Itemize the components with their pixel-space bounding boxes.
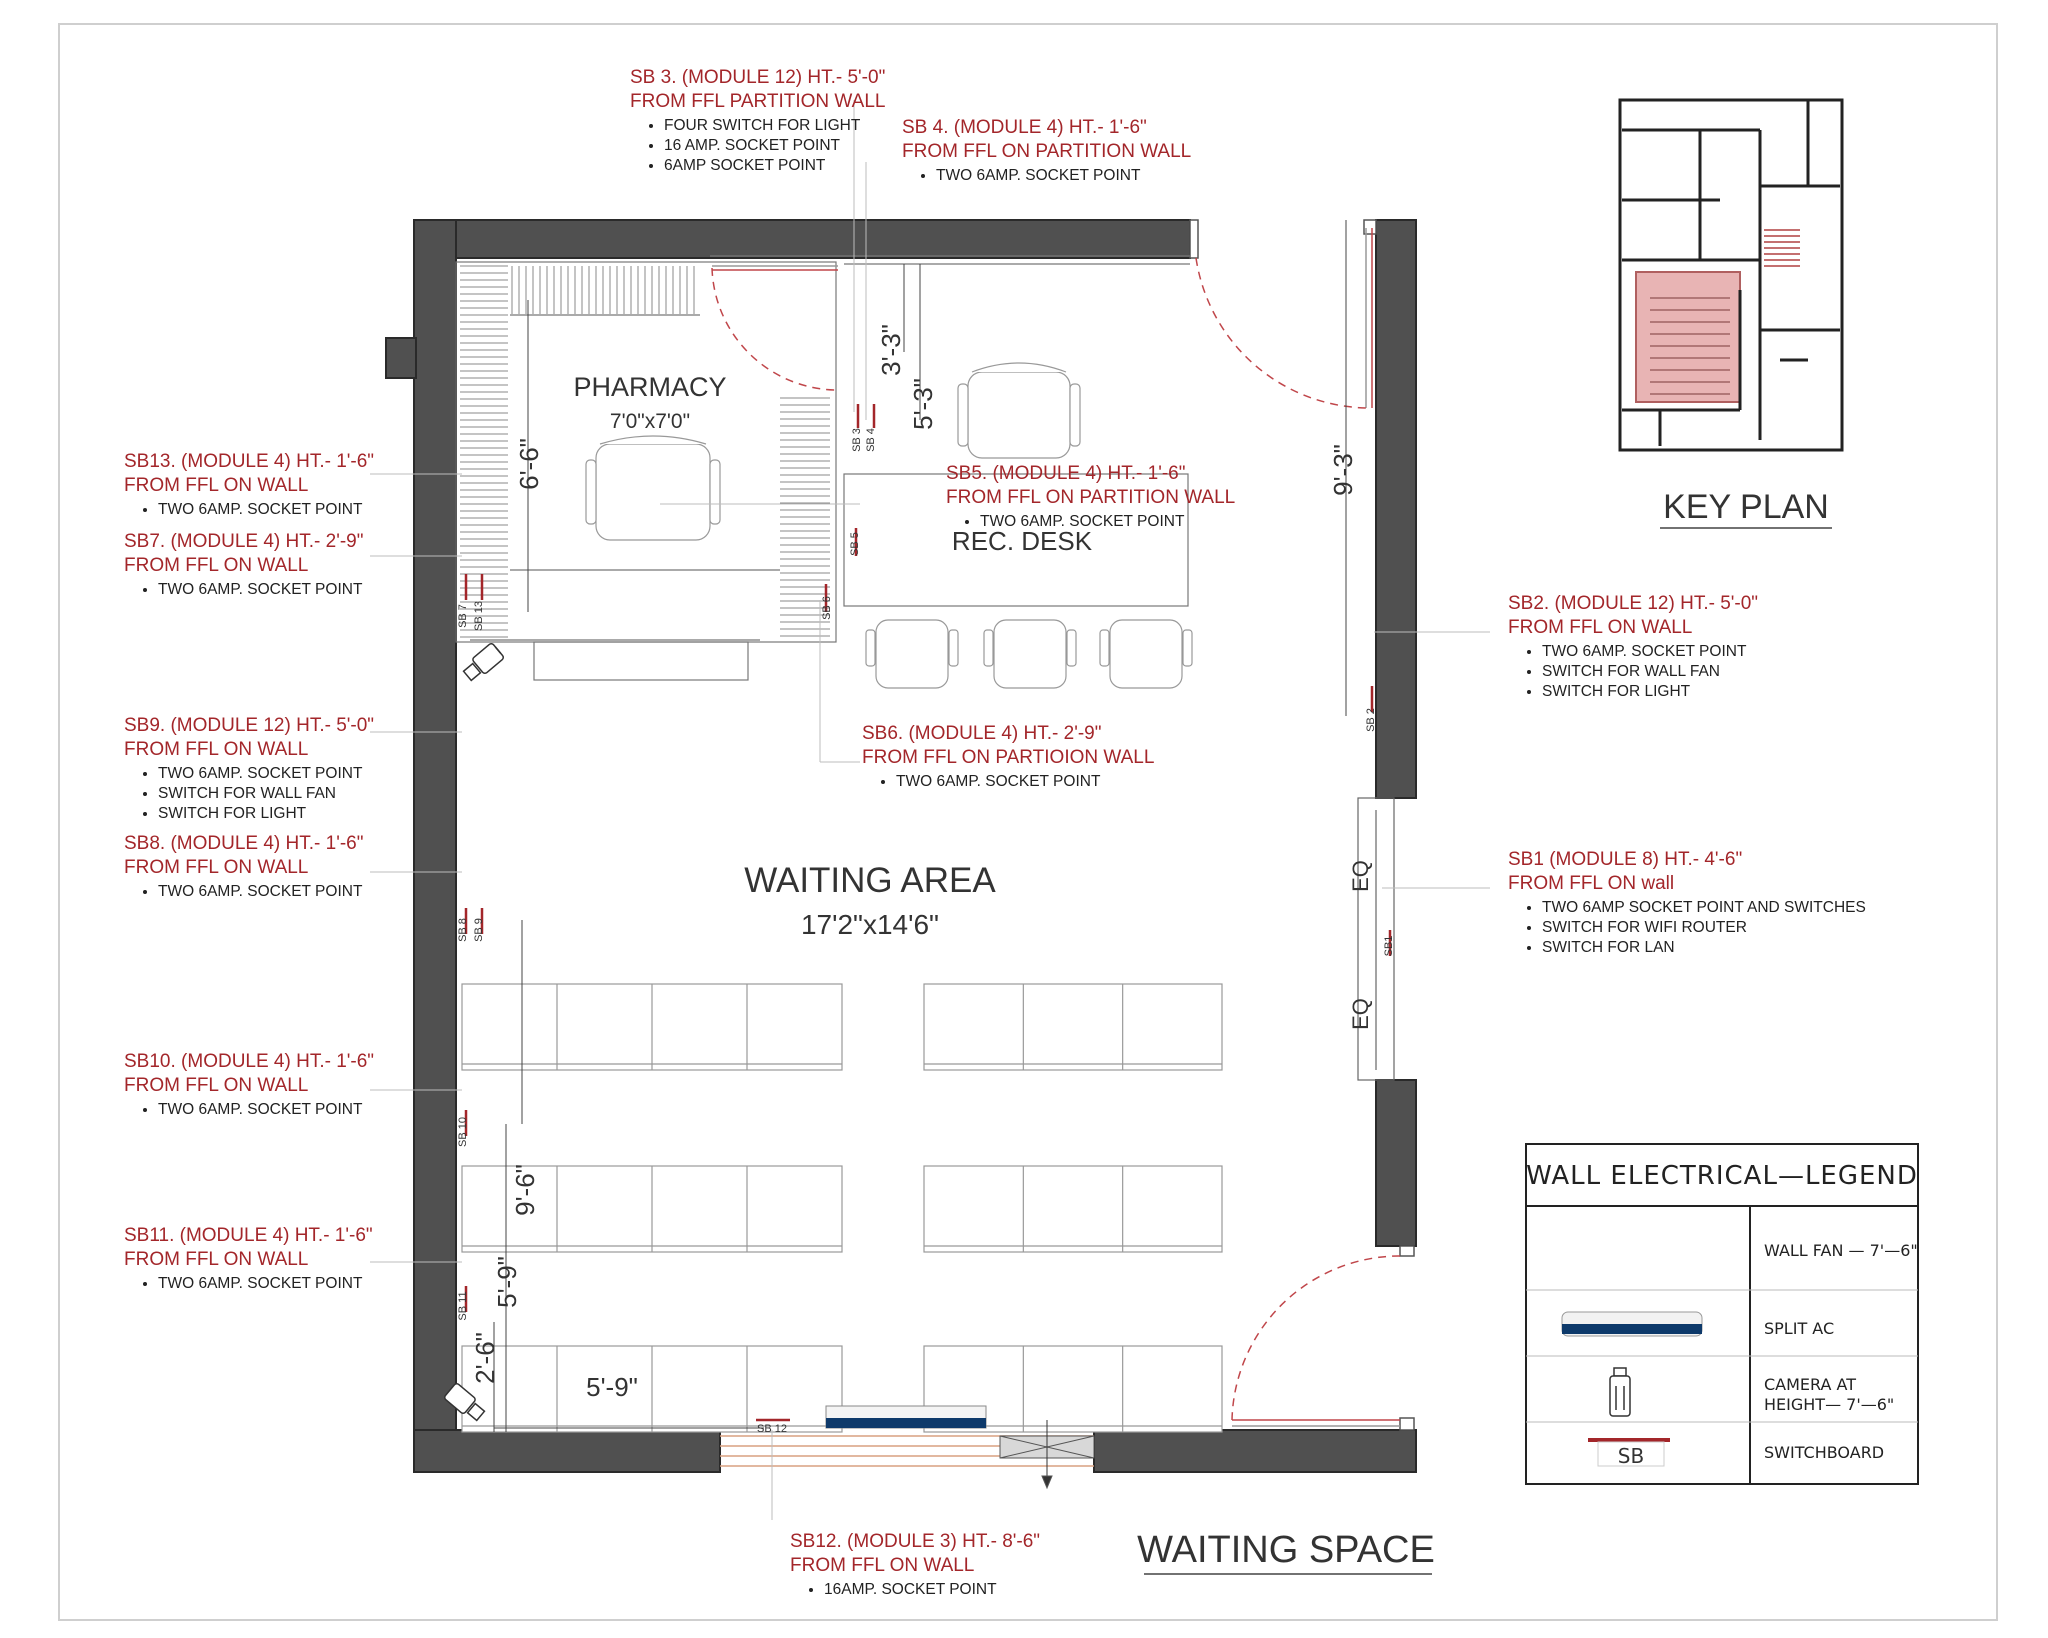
note-item: • TWO 6AMP. SOCKET POINT bbox=[158, 764, 374, 784]
note-item: • TWO 6AMP. SOCKET POINT bbox=[936, 166, 1191, 186]
dim-rec-desk: 5'-3" bbox=[908, 378, 938, 430]
note-heading: FROM FFL ON PARTITION WALL bbox=[946, 486, 1236, 508]
note-item: • 16 AMP. SOCKET POINT bbox=[664, 136, 885, 156]
note-list bbox=[124, 1100, 374, 1120]
note-heading: SB1 (MODULE 8) HT.- 4'-6" bbox=[1508, 849, 1743, 870]
note-heading: SB10. (MODULE 4) HT.- 1'-6" bbox=[124, 1051, 375, 1072]
note-list bbox=[790, 1580, 1040, 1600]
note-heading: FROM FFL ON PARTIOION WALL bbox=[862, 746, 1155, 768]
note-heading: FROM FFL ON WALL bbox=[124, 856, 309, 878]
legend-title: WALL ELECTRICAL—LEGEND bbox=[1526, 1161, 1918, 1191]
note-list bbox=[124, 764, 374, 824]
legend-switchboard: SWITCHBOARD bbox=[1764, 1443, 1885, 1462]
bottom-right-door-swing bbox=[1232, 1256, 1400, 1420]
note-item: • SWITCH FOR WIFI ROUTER bbox=[1542, 918, 1866, 938]
sb10-tag: SB 10 bbox=[457, 1117, 469, 1147]
note-list bbox=[124, 882, 363, 902]
note-list bbox=[902, 166, 1191, 186]
wall-end-right-bottom bbox=[1400, 1246, 1414, 1256]
note-item: • SWITCH FOR LIGHT bbox=[158, 804, 374, 824]
note-sb12 bbox=[790, 1530, 1040, 1600]
visitor-chair-arm bbox=[1183, 630, 1192, 666]
visitor-chair-arm bbox=[949, 630, 958, 666]
pharmacy-chair bbox=[586, 436, 720, 540]
note-item: • SWITCH FOR LAN bbox=[1542, 938, 1866, 958]
key-plan-title: KEY PLAN bbox=[1663, 488, 1829, 526]
note-sb13 bbox=[124, 450, 374, 520]
note-sb4 bbox=[902, 116, 1191, 186]
note-item: • SWITCH FOR WALL FAN bbox=[1542, 662, 1758, 682]
note-heading: SB2. (MODULE 12) HT.- 5'-0" bbox=[1508, 593, 1759, 614]
note-sb3 bbox=[630, 66, 885, 176]
note-list bbox=[124, 580, 363, 600]
note-heading: SB13. (MODULE 4) HT.- 1'-6" bbox=[124, 451, 375, 472]
note-heading: FROM FFL ON WALL bbox=[124, 474, 309, 496]
note-item: • 16AMP. SOCKET POINT bbox=[824, 1580, 1040, 1600]
sb2-tag: SB 2 bbox=[1365, 708, 1377, 732]
note-heading: SB6. (MODULE 4) HT.- 2'-9" bbox=[862, 723, 1102, 744]
sb11-tag: SB 11 bbox=[457, 1291, 469, 1321]
leader-lines bbox=[370, 100, 1490, 1520]
dim-rec-top: 3'-3" bbox=[876, 324, 906, 376]
note-heading: FROM FFL ON WALL bbox=[124, 1248, 309, 1270]
note-item: • SWITCH FOR LIGHT bbox=[1542, 682, 1758, 702]
note-list bbox=[630, 116, 885, 176]
dim-bottom-horizontal: 5'-9" bbox=[586, 1372, 638, 1402]
waiting-area-label: WAITING AREA bbox=[744, 861, 996, 900]
visitor-chair-arm bbox=[1067, 630, 1076, 666]
bench bbox=[924, 1166, 1222, 1252]
dim-left-bottom: 2'-6" bbox=[470, 1332, 500, 1384]
wall-left-stub bbox=[386, 338, 416, 378]
sb5-tag: SB 5 bbox=[849, 532, 861, 556]
note-item: • TWO 6AMP. SOCKET POINT bbox=[980, 512, 1235, 532]
pharmacy-label: PHARMACY bbox=[573, 372, 727, 402]
note-item: • SWITCH FOR WALL FAN bbox=[158, 784, 374, 804]
legend-split-ac-symbol bbox=[1562, 1312, 1702, 1336]
wall-right-lower bbox=[1376, 1080, 1416, 1246]
note-heading: FROM FFL ON PARTITION WALL bbox=[902, 140, 1192, 162]
note-heading: FROM FFL ON WALL bbox=[790, 1554, 975, 1576]
legend-split-ac: SPLIT AC bbox=[1764, 1319, 1835, 1338]
note-sb7 bbox=[124, 530, 363, 600]
note-item: • FOUR SWITCH FOR LIGHT bbox=[664, 116, 885, 136]
wall-left bbox=[414, 220, 456, 1472]
wall-bottom-right bbox=[1094, 1430, 1416, 1472]
note-list bbox=[1508, 898, 1866, 958]
note-sb6 bbox=[862, 722, 1154, 792]
dim-left-middle: 9'-6" bbox=[510, 1164, 540, 1216]
sb9-tag: SB 9 bbox=[473, 918, 485, 942]
sb7-tag: SB 7 bbox=[457, 604, 469, 628]
note-heading: SB7. (MODULE 4) HT.- 2'-9" bbox=[124, 531, 364, 552]
note-heading: SB 3. (MODULE 12) HT.- 5'-0" bbox=[630, 67, 886, 88]
note-heading: SB11. (MODULE 4) HT.- 1'-6" bbox=[124, 1225, 373, 1246]
note-heading: FROM FFL ON WALL bbox=[124, 738, 309, 760]
sb12-tag: SB 12 bbox=[757, 1423, 787, 1435]
note-sb5 bbox=[946, 462, 1235, 532]
note-heading: FROM FFL ON wall bbox=[1508, 872, 1675, 894]
pharmacy-size: 7'0"x7'0" bbox=[609, 410, 691, 433]
dim-right-wall: 9'-3" bbox=[1328, 444, 1358, 496]
visitor-chair-arm bbox=[984, 630, 993, 666]
note-list bbox=[124, 1274, 373, 1294]
visitor-chairs bbox=[866, 620, 1192, 688]
bench bbox=[924, 984, 1222, 1070]
note-item: • TWO 6AMP. SOCKET POINT bbox=[896, 772, 1154, 792]
note-heading: FROM FFL ON WALL bbox=[124, 554, 309, 576]
note-heading: FROM FFL ON WALL bbox=[124, 1074, 309, 1096]
visitor-chair-arm bbox=[866, 630, 875, 666]
visitor-chair bbox=[876, 620, 948, 688]
note-heading: FROM FFL PARTITION WALL bbox=[630, 90, 886, 112]
key-plan bbox=[1620, 100, 1842, 528]
sb8-tag: SB 8 bbox=[457, 918, 469, 942]
note-heading: SB8. (MODULE 4) HT.- 1'-6" bbox=[124, 833, 364, 854]
note-item: • TWO 6AMP. SOCKET POINT bbox=[158, 500, 374, 520]
visitor-chair-arm bbox=[1100, 630, 1109, 666]
eq-upper: EQ bbox=[1348, 860, 1373, 892]
split-ac-unit bbox=[826, 1406, 986, 1428]
note-heading: SB12. (MODULE 3) HT.- 8'-6" bbox=[790, 1531, 1041, 1552]
sb13-tag: SB 13 bbox=[473, 601, 485, 631]
note-item: • TWO 6AMP SOCKET POINT AND SWITCHES bbox=[1542, 898, 1866, 918]
legend-camera-line2: HEIGHT— 7'—6" bbox=[1764, 1395, 1895, 1414]
note-list bbox=[862, 772, 1154, 792]
note-sb10 bbox=[124, 1050, 374, 1120]
note-item: • TWO 6AMP. SOCKET POINT bbox=[158, 1100, 374, 1120]
sb4-tag: SB 4 bbox=[865, 428, 877, 452]
wall-bottom-left bbox=[414, 1430, 720, 1472]
note-item: • TWO 6AMP. SOCKET POINT bbox=[158, 580, 363, 600]
sb3-tag: SB 3 bbox=[851, 428, 863, 452]
pharmacy-door-swing bbox=[712, 268, 838, 390]
dim-left-lower: 5'-9" bbox=[492, 1256, 522, 1308]
legend-wall-fan: WALL FAN — 7'—6" bbox=[1764, 1241, 1918, 1260]
waiting-benches bbox=[462, 984, 1222, 1432]
legend-camera-line1: CAMERA AT bbox=[1764, 1375, 1857, 1394]
note-list bbox=[1508, 642, 1758, 702]
sb1-tag: SB1 bbox=[1383, 935, 1395, 957]
dim-pharmacy-height: 6'-6" bbox=[514, 438, 544, 490]
note-item: • TWO 6AMP. SOCKET POINT bbox=[1542, 642, 1758, 662]
note-heading: SB 4. (MODULE 4) HT.- 1'-6" bbox=[902, 117, 1147, 138]
wall-top bbox=[414, 220, 1190, 258]
visitor-chair bbox=[1110, 620, 1182, 688]
wall-right-upper bbox=[1376, 220, 1416, 798]
drawing-title: WAITING SPACE bbox=[1137, 1529, 1435, 1571]
walls bbox=[386, 220, 1416, 1472]
note-heading: SB5. (MODULE 4) HT.- 1'-6" bbox=[946, 463, 1186, 484]
wall-end-bottom bbox=[1400, 1418, 1414, 1430]
note-list bbox=[946, 512, 1235, 532]
rec-desk-chair bbox=[958, 363, 1080, 458]
right-top-door-swing bbox=[1196, 258, 1370, 408]
eq-lower: EQ bbox=[1348, 998, 1373, 1030]
note-item: • TWO 6AMP. SOCKET POINT bbox=[158, 882, 363, 902]
wall-end-top bbox=[1190, 220, 1198, 258]
note-sb2 bbox=[1508, 592, 1758, 702]
camera-icon bbox=[1610, 1368, 1630, 1416]
note-heading: SB9. (MODULE 12) HT.- 5'-0" bbox=[124, 715, 375, 736]
visitor-chair bbox=[994, 620, 1066, 688]
note-item: • 6AMP SOCKET POINT bbox=[664, 156, 885, 176]
note-sb1 bbox=[1508, 848, 1866, 958]
note-heading: FROM FFL ON WALL bbox=[1508, 616, 1693, 638]
note-item: • TWO 6AMP. SOCKET POINT bbox=[158, 1274, 373, 1294]
note-sb9 bbox=[124, 714, 374, 824]
legend-sb-text: SB bbox=[1617, 1444, 1645, 1468]
legend-labels bbox=[1764, 1241, 1918, 1462]
note-list bbox=[124, 500, 374, 520]
pharmacy-bottom-cabinet bbox=[534, 642, 748, 680]
note-sb8 bbox=[124, 832, 363, 902]
sb6-tag: SB 6 bbox=[821, 596, 833, 620]
waiting-area-size: 17'2"x14'6" bbox=[800, 909, 940, 940]
rec-desk-label: REC. DESK bbox=[951, 526, 1093, 556]
note-sb11 bbox=[124, 1224, 373, 1294]
